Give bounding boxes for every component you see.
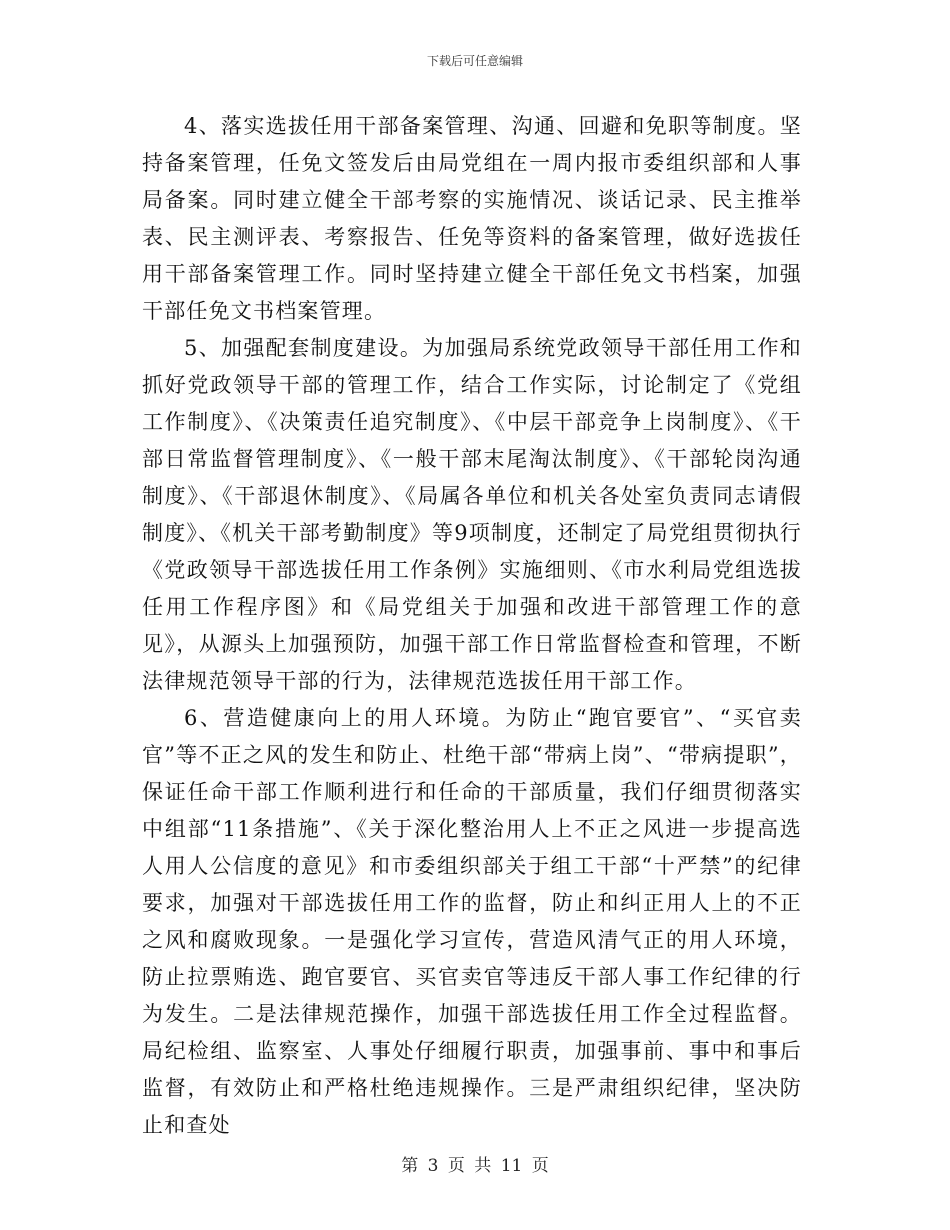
- paragraph-6: 6、营造健康向上的用人环境。为防止“跑官要官”、“买官卖官”等不正之风的发生和防止、杜绝干部“带病上岗”、“带病提职”，保证任命干部工作顺利进行和任命的干部质量，我们仔细贯彻落实中组部“11条措施”、《关于深化整治用人上不正之风进一步提高选人用人公信度的意见》和市委组织部关于组工干部“十严禁”的纪律要求，加强对干部选拔任用工作的监督，防止和纠正用人上的不正之风和腐败现象。一是强化学习宣传，营造风清气正的用人环境，防止拉票贿选、跑官要官、买官卖官等违反干部人事工作纪律的行为发生。二是法律规范操作，加强干部选拔任用工作全过程监督。局纪检组、监察室、人事处仔细履行职责，加强事前、事中和事后监督，有效防止和严格杜绝违规操作。三是严肃组织纪律，坚决防止和查处: [142, 706, 802, 1137]
- document-body: [142, 108, 802, 1144]
- page-header: 下载后可任意编辑: [426, 54, 523, 68]
- paragraph-5: 5、加强配套制度建设。为加强局系统党政领导干部任用工作和抓好党政领导干部的管理工作，结合工作实际，讨论制定了《党组工作制度》、《决策责任追究制度》、《中层干部竞争上岗制度》、《干部日常监督管理制度》、《一般干部末尾淘汰制度》、《干部轮岗沟通制度》、《干部退休制度》、《局属各单位和机关各处室负责同志请假制度》、《机关干部考勤制度》等9项制度，还制定了局党组贯彻执行《党政领导干部选拔任用工作条例》实施细则、《市水利局党组选拔任用工作程序图》和《局党组关于加强和改进干部管理工作的意见》，从源头上加强预防，加强干部工作日常监督检查和管理，不断法律规范领导干部的行为，法律规范选拔任用干部工作。: [142, 336, 802, 693]
- page-number-footer: 第 3 页 共 11 页: [401, 1156, 549, 1176]
- paragraph-4: 4、落实选拔任用干部备案管理、沟通、回避和免职等制度。坚持备案管理，任免文签发后由局党组在一周内报市委组织部和人事局备案。同时建立健全干部考察的实施情况、谈话记录、民主推举表、民主测评表、考察报告、任免等资料的备案管理，做好选拔任用干部备案管理工作。同时坚持建立健全干部任免文书档案，加强干部任免文书档案管理。: [142, 114, 802, 323]
